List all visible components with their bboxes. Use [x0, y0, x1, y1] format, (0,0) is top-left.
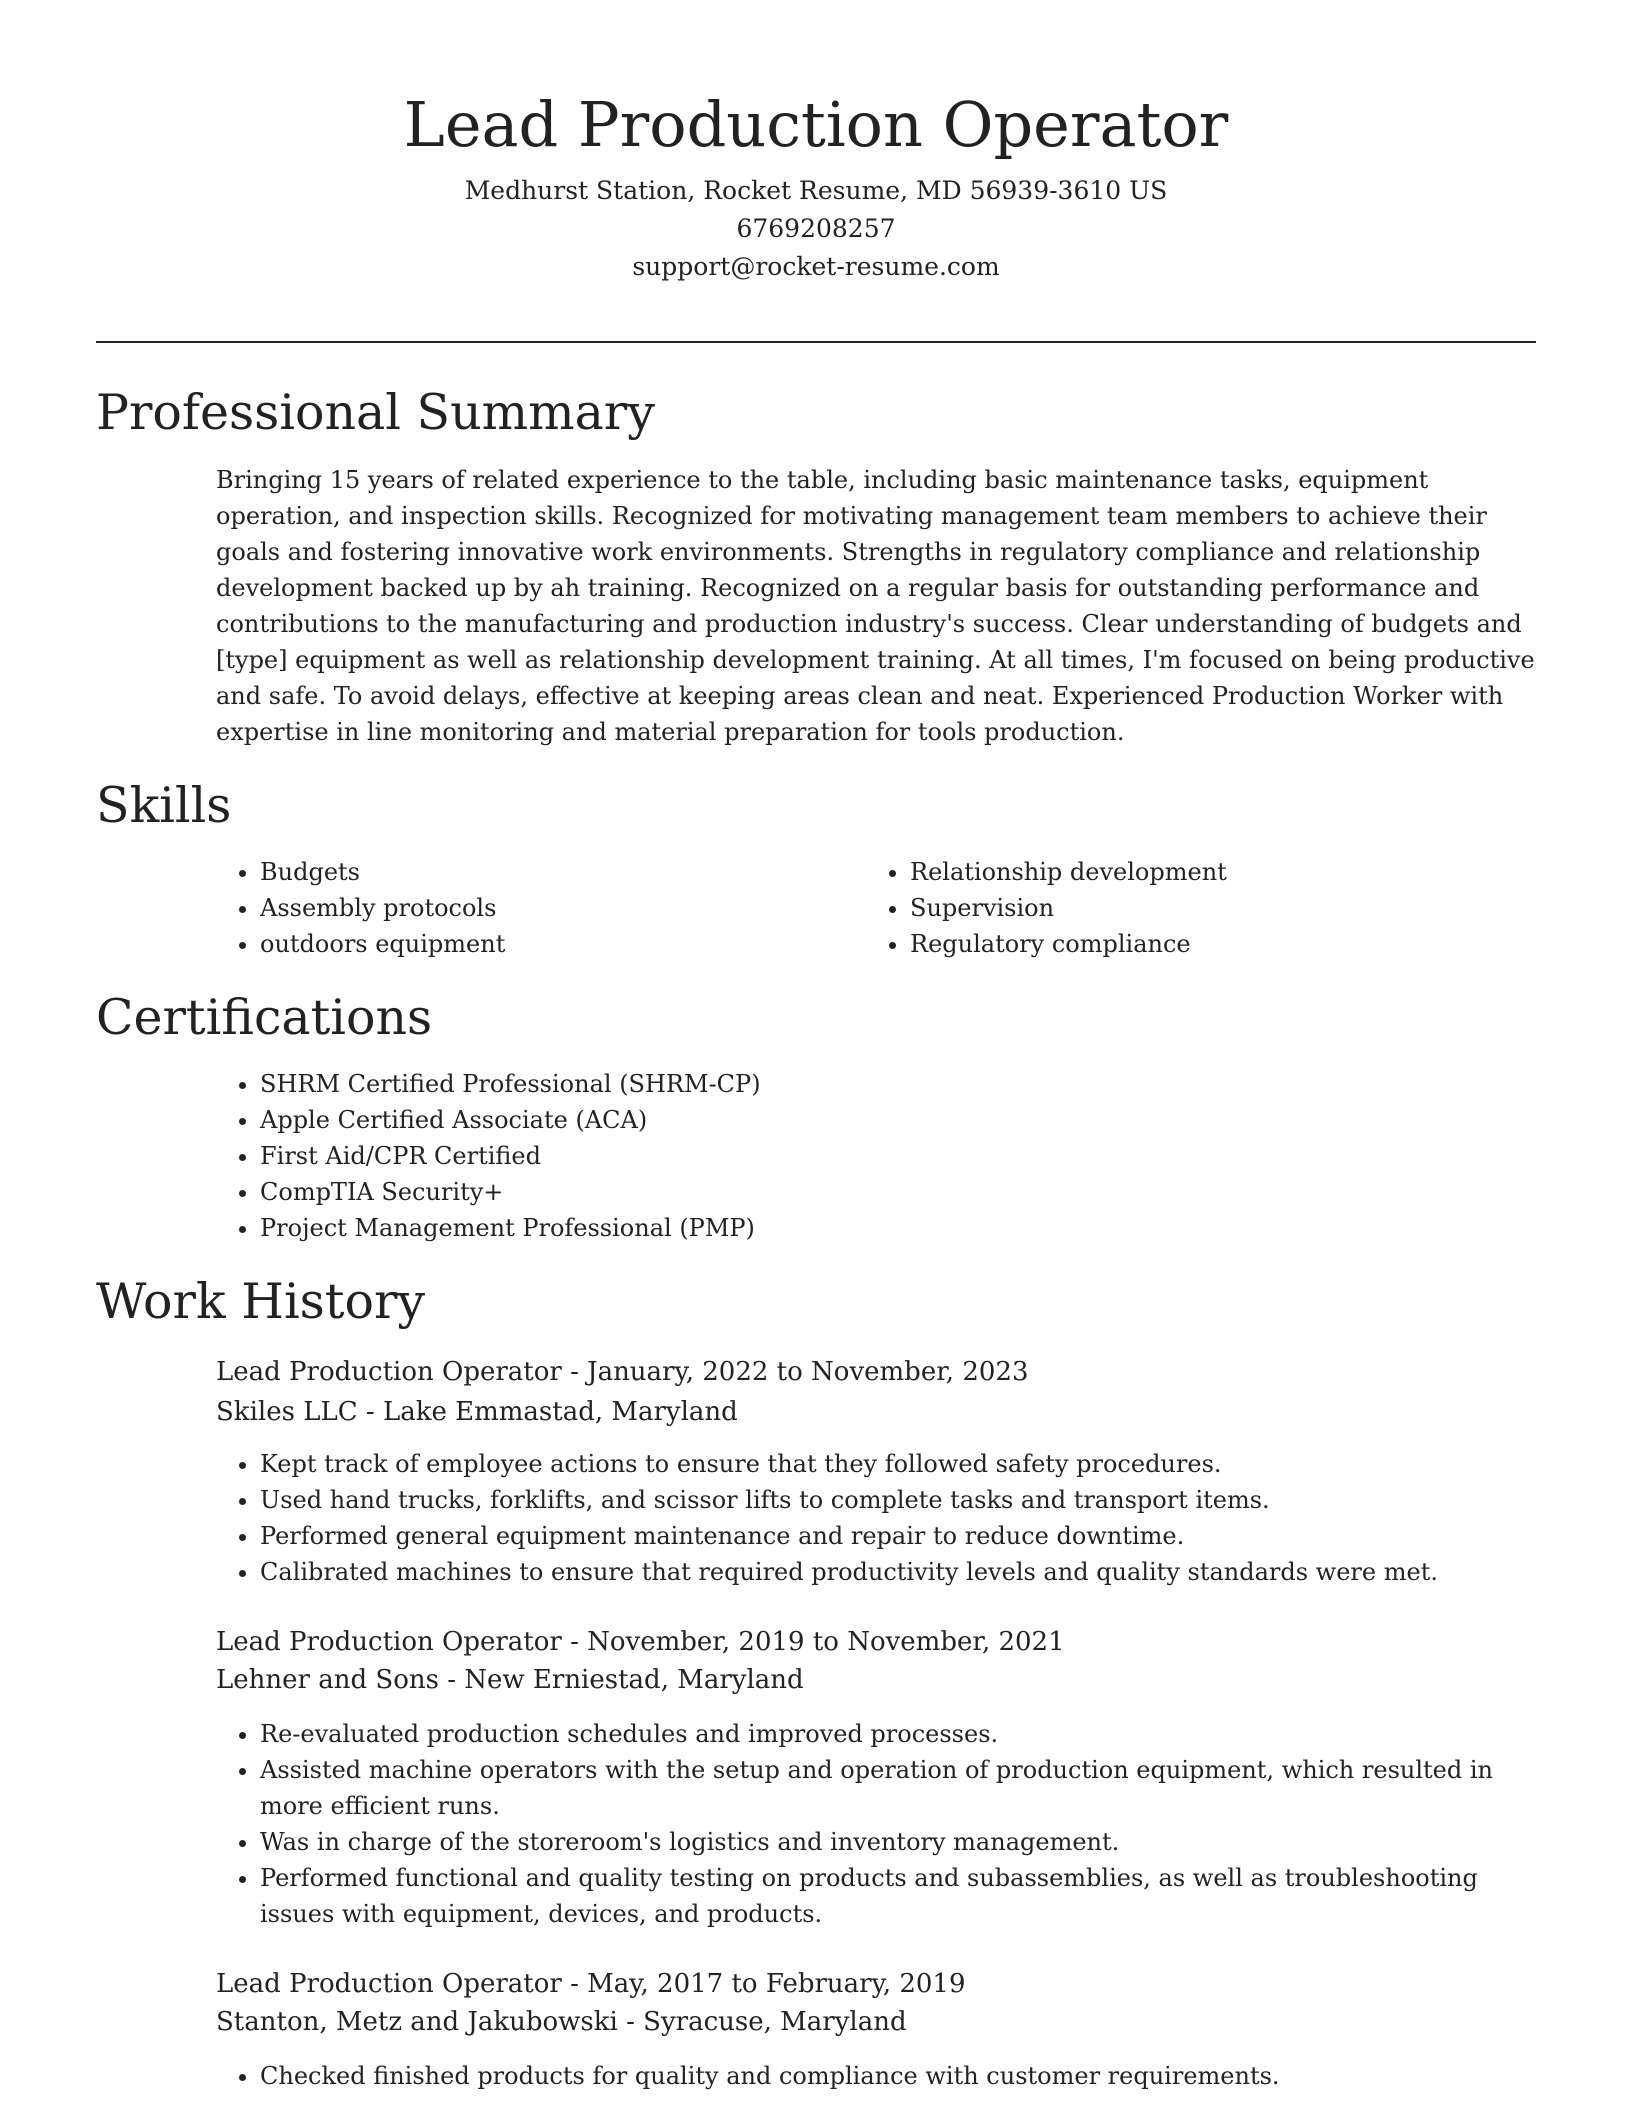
job-title-line — [216, 1964, 1536, 2004]
job-title-line — [216, 1352, 1536, 1392]
skills-list-right — [866, 854, 1526, 962]
job-company: Skiles LLC — [216, 1397, 358, 1427]
job-bullet: • Was in charge of the storeroom's logistics and inventory management. — [260, 1824, 1536, 1860]
skill-item: • Regulatory compliance — [910, 926, 1526, 962]
resume-header — [96, 80, 1536, 286]
skill-item: • outdoors equipment — [260, 926, 856, 962]
job-dates: - January, 2022 to November, 2023 — [561, 1357, 1029, 1387]
job-bullets-block — [216, 1446, 1536, 1590]
skills-list-left — [216, 854, 856, 962]
job-bullets-block — [216, 2058, 1536, 2094]
job-bullet: • Calibrated machines to ensure that required productivity levels and quality standards were met. — [260, 1554, 1536, 1590]
skills-column-right — [866, 854, 1526, 962]
job-dates: - November, 2019 to November, 2021 — [561, 1627, 1065, 1657]
job-company-line — [216, 1660, 1536, 1700]
skills-column-left — [216, 854, 856, 962]
job-bullet: • Assisted machine operators with the setup and operation of production equipment, which resulted in more efficient runs. — [260, 1752, 1536, 1824]
job-company-line — [216, 1392, 1536, 1432]
job-company-line — [216, 2002, 1536, 2042]
job-bullet: • Performed functional and quality testing on products and subassemblies, as well as troubleshooting issues with equipment, devices, and products. — [260, 1860, 1536, 1932]
job-bullets — [216, 2058, 1536, 2094]
candidate-name: Lead Production Operator — [403, 88, 1229, 161]
certification-item: • First Aid/CPR Certified — [260, 1138, 1536, 1174]
skill-item: • Assembly protocols — [260, 890, 856, 926]
job-location: - Lake Emmastad, Maryland — [357, 1397, 738, 1427]
job-dates: - May, 2017 to February, 2019 — [561, 1969, 966, 1999]
job-bullet: • Re-evaluated production schedules and improved processes. — [260, 1716, 1536, 1752]
job-role: Lead Production Operator — [216, 1969, 562, 1999]
job-bullets-block — [216, 1716, 1536, 1932]
job-title-line — [216, 1622, 1536, 1662]
skill-item: • Budgets — [260, 854, 856, 890]
contact-phone: 6769208257 — [736, 214, 896, 243]
certifications-block — [216, 1066, 1536, 1246]
header-divider — [96, 341, 1536, 343]
work-history-heading: Work History — [96, 1273, 426, 1330]
job-bullet: • Checked finished products for quality and compliance with customer requirements. — [260, 2058, 1536, 2094]
certification-item: • Project Management Professional (PMP) — [260, 1210, 1536, 1246]
certifications-list — [216, 1066, 1536, 1246]
job-bullets — [216, 1716, 1536, 1932]
job-location: - Syracuse, Maryland — [617, 2007, 907, 2037]
skill-item: • Supervision — [910, 890, 1526, 926]
certification-item: • CompTIA Security+ — [260, 1174, 1536, 1210]
skills-heading: Skills — [96, 777, 232, 834]
certification-item: • Apple Certified Associate (ACA) — [260, 1102, 1536, 1138]
summary-heading: Professional Summary — [96, 384, 655, 441]
skill-item: • Relationship development — [910, 854, 1526, 890]
job-bullet: • Kept track of employee actions to ensure that they followed safety procedures. — [260, 1446, 1536, 1482]
contact-address: Medhurst Station, Rocket Resume, MD 56939-3610 US — [464, 176, 1168, 205]
job-company: Stanton, Metz and Jakubowski — [216, 2007, 618, 2037]
job-bullet: • Used hand trucks, forklifts, and scissor lifts to complete tasks and transport items. — [260, 1482, 1536, 1518]
job-bullet: • Performed general equipment maintenance and repair to reduce downtime. — [260, 1518, 1536, 1554]
job-location: - New Erniestad, Maryland — [438, 1665, 804, 1695]
job-role: Lead Production Operator — [216, 1627, 562, 1657]
job-bullets — [216, 1446, 1536, 1590]
certification-item: • SHRM Certified Professional (SHRM-CP) — [260, 1066, 1536, 1102]
job-company: Lehner and Sons — [216, 1665, 439, 1695]
job-role: Lead Production Operator — [216, 1357, 562, 1387]
contact-email: support@rocket-resume.com — [632, 252, 1000, 281]
summary-text: Bringing 15 years of related experience to the table, including basic maintenance tasks, equipment operation, and inspection skills. Recognized for motivating management team members to achieve their goals and fostering innovative work environments. Strengths in regulatory compliance and relationship development backed up by ah training. Recognized on a regular basis for outstanding performance and contributions to the manufacturing and production industry's success. Clear understanding of budgets and [type] equipment as well as relationship development training. At all times, I'm focused on being productive and safe. To avoid delays, effective at keeping areas clean and neat. Experienced Production Worker with expertise in line monitoring and material preparation for tools production. — [216, 466, 1535, 746]
certifications-heading: Certifications — [96, 989, 433, 1046]
